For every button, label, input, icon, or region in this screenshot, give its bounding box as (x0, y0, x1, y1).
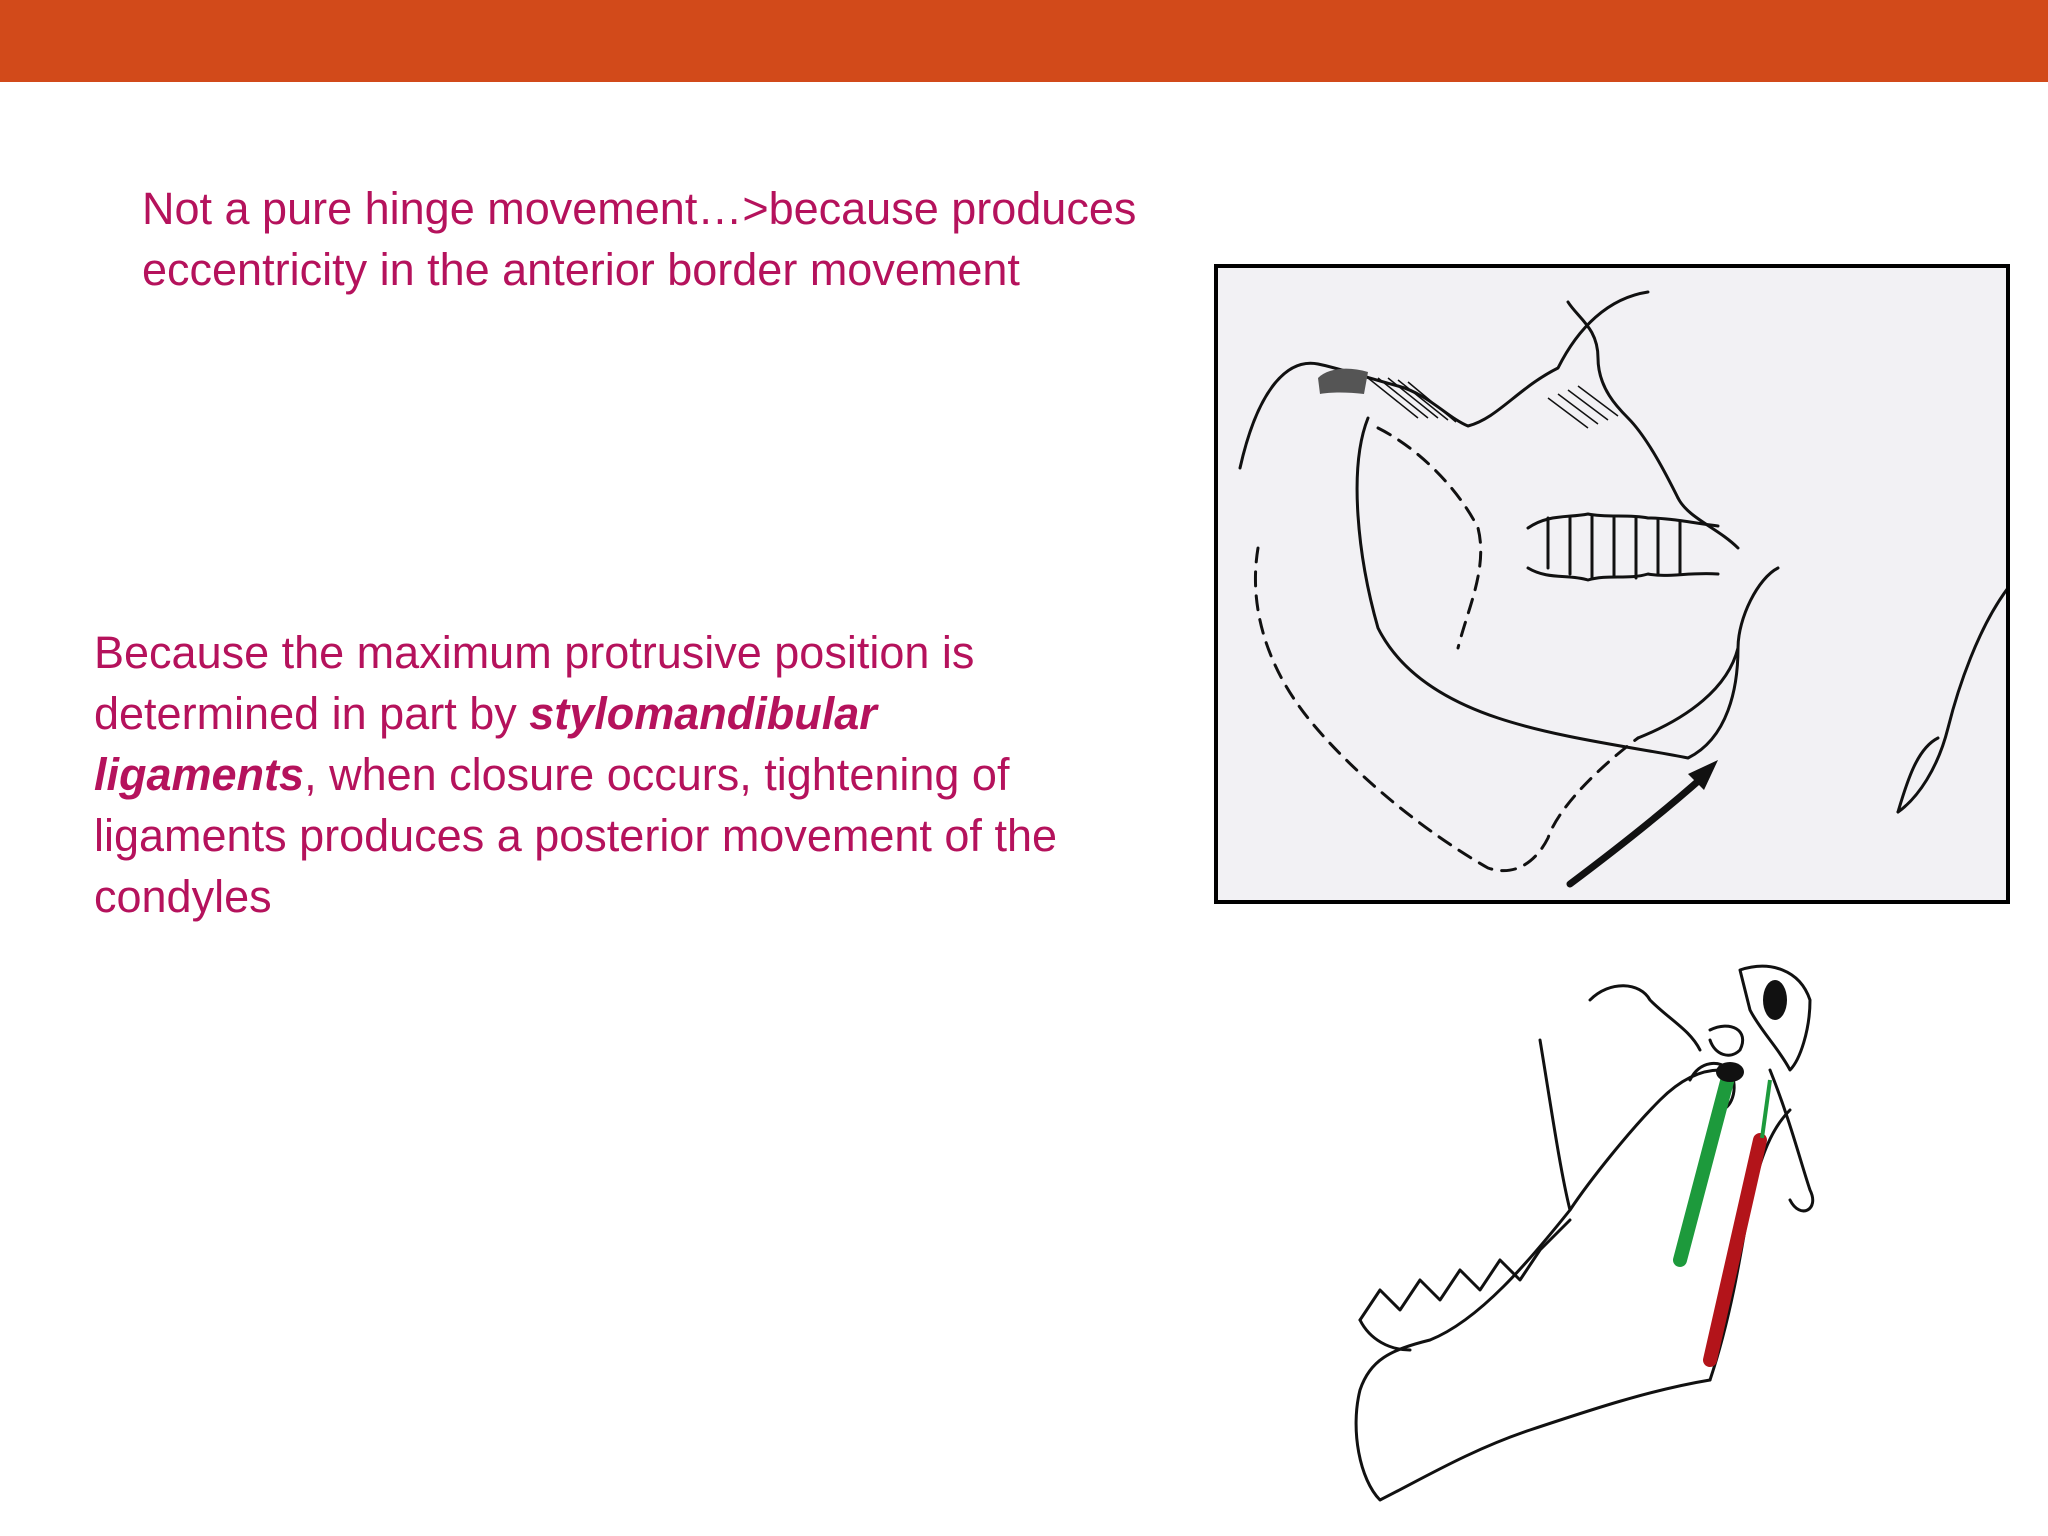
protrusive-position-text (94, 622, 1074, 927)
skull-figure-frame (1214, 264, 2010, 904)
header-bar (0, 0, 2048, 82)
skull-jaw-closure-icon (1218, 268, 2006, 900)
hinge-movement-text (142, 178, 1212, 300)
stylomandibular-ligaments-emphasis: stylomandibular ligaments (94, 688, 877, 800)
protrusive-text-part1: Because the maximum protrusive position is determined in part by (94, 627, 975, 739)
protrusive-text-part2: , when closure occurs, tightening of ligaments produces a posterior movement of the condyles (94, 749, 1057, 922)
hinge-movement-text-content: Not a pure hinge movement…>because produces eccentricity in the anterior border movement (142, 183, 1137, 295)
mandible-ligaments-icon (1330, 960, 1870, 1520)
mandible-figure (1330, 960, 1870, 1520)
